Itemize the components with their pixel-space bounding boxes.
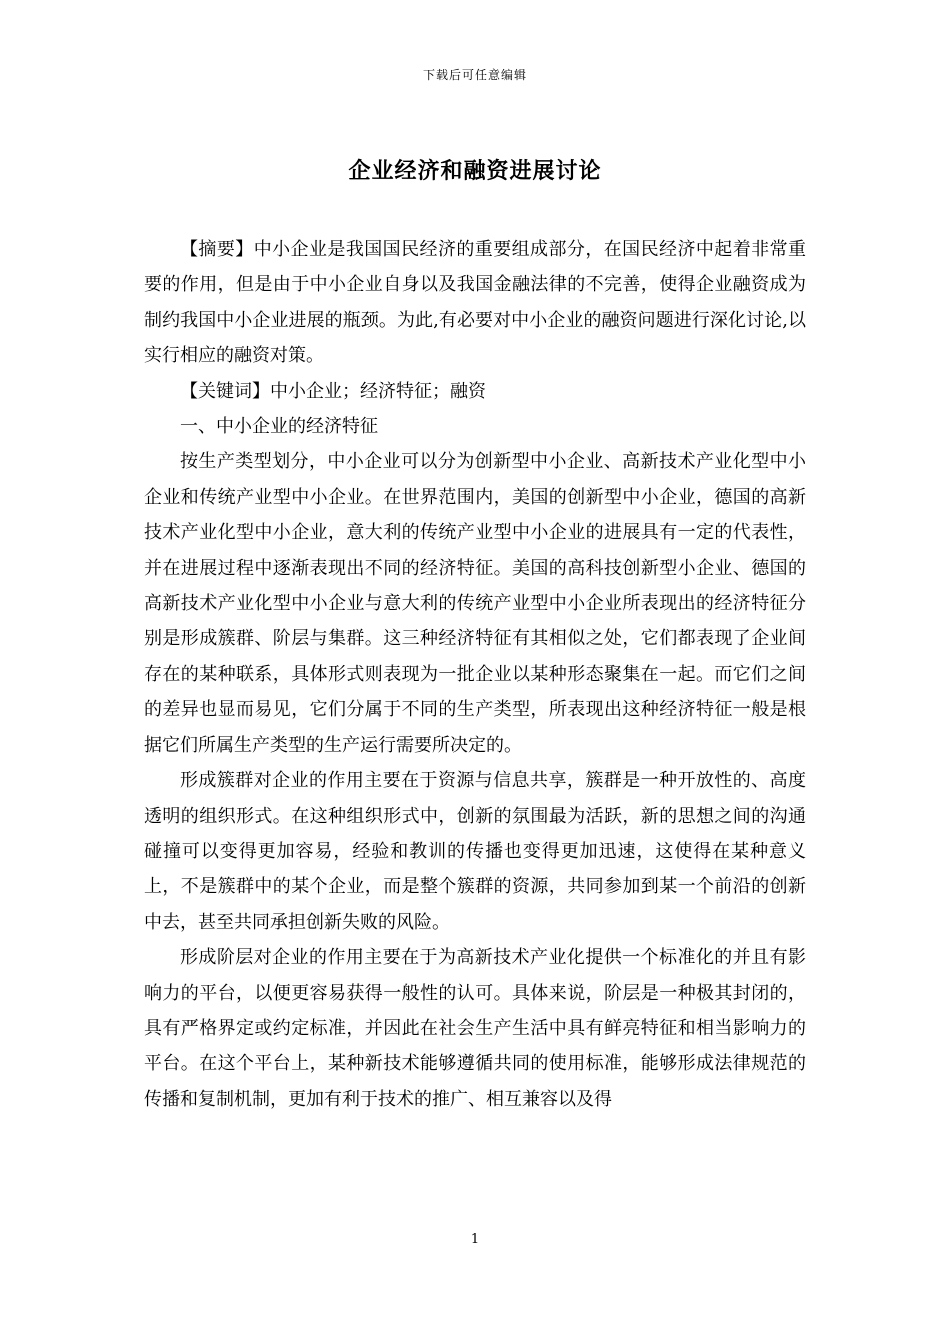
page-number: 1 xyxy=(470,1232,480,1247)
body-paragraph: 按生产类型划分，中小企业可以分为创新型中小企业、高新技术产业化型中小企业和传统产业型中小企业。在世界范围内，美国的创新型中小企业，德国的高新技术产业化型中小企业，意大利的传统产业型中小企业的进展具有一定的代表性，并在进展过程中逐渐表现出不同的经济特征。美国的高科技创新型小企业、德国的高新技术产业化型中小企业与意大利的传统产业型中小企业所表现出的经济特征分别是形成簇群、阶层与集群。这三种经济特征有其相似之处，它们都表现了企业间存在的某种联系，具体形式则表现为一批企业以某种形态聚集在一起。而它们之间的差异也显而易见，它们分属于不同的生产类型，所表现出这种经济特征一般是根据它们所属生产类型的生产运行需要所决定的。 xyxy=(144,451,806,756)
header-note: 下载后可任意编辑 xyxy=(422,68,527,82)
body-paragraph: 形成阶层对企业的作用主要在于为高新技术产业化提供一个标准化的并且有影响力的平台，以便更容易获得一般性的认可。具体来说，阶层是一种极其封闭的，具有严格界定或约定标准，并因此在社会生产生活中具有鲜亮特征和相当影响力的平台。在这个平台上，某种新技术能够遵循共同的使用标准，能够形成法律规范的传播和复制机制，更加有利于技术的推广、相互兼容以及得 xyxy=(144,947,806,1110)
abstract-paragraph: 【摘要】中小企业是我国国民经济的重要组成部分，在国民经济中起着非常重要的作用，但是由于中小企业自身以及我国金融法律的不完善，使得企业融资成为制约我国中小企业进展的瓶颈。为此,有必要对中小企业的融资问题进行深化讨论,以实行相应的融资对策。 xyxy=(144,239,806,367)
keywords-paragraph: 【关键词】中小企业；经济特征；融资 xyxy=(180,380,486,402)
section-heading: 一、中小企业的经济特征 xyxy=(180,416,378,438)
document-title: 企业经济和融资进展讨论 xyxy=(348,158,602,184)
document-body xyxy=(144,232,806,1117)
body-paragraph: 形成簇群对企业的作用主要在于资源与信息共享，簇群是一种开放性的、高度透明的组织形式。在这种组织形式中，创新的氛围最为活跃，新的思想之间的沟通碰撞可以变得更加容易，经验和教训的传播也变得更加迅速，这使得在某种意义上，不是簇群中的某个企业，而是整个簇群的资源，共同参加到某一个前沿的创新中去，甚至共同承担创新失败的风险。 xyxy=(144,770,806,933)
